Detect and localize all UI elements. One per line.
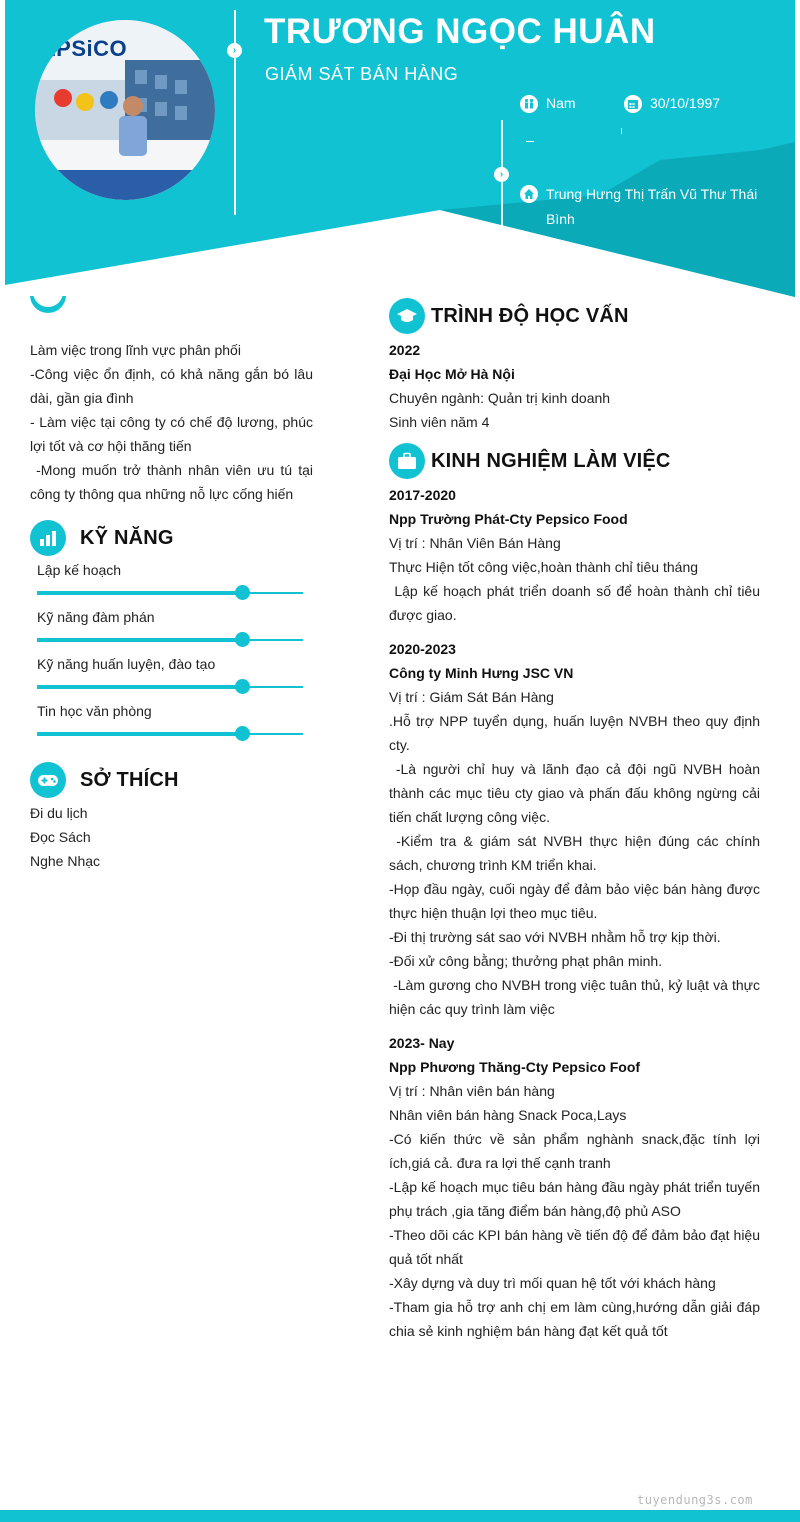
job-period: 2023- Nay (389, 1035, 455, 1051)
dob-info (624, 95, 720, 113)
gender-value: Nam (546, 95, 576, 111)
education-year: 2022 (389, 342, 421, 358)
job-line: -Xây dựng và duy trì mối quan hệ tốt với khách hàng (389, 1275, 716, 1291)
objective-icon-partial (30, 296, 66, 332)
chevron-right-icon: › (494, 167, 509, 182)
education-header (389, 298, 629, 334)
home-icon (520, 185, 538, 203)
skills-title: KỸ NĂNG (80, 526, 174, 549)
candidate-position: GIÁM SÁT BÁN HÀNG (265, 64, 459, 84)
objective-line: Làm việc trong lĩnh vực phân phối (30, 342, 241, 358)
job-line: -Kiểm tra & giám sát NVBH thực hiện đúng các chính sách, chương trình KM triển khai. (389, 833, 764, 873)
job-company: Npp Trường Phát-Cty Pepsico Food (389, 511, 628, 527)
skill-track (37, 592, 303, 594)
job-period: 2017-2020 (389, 487, 456, 503)
skill-label: Lập kế hoạch (37, 562, 122, 578)
hobbies-title: SỞ THÍCH (80, 768, 179, 791)
skill-fill (37, 591, 242, 595)
objective-line: - Làm việc tại công ty có chế độ lương, phúc lợi tốt và cơ hội thăng tiến (30, 414, 313, 454)
hobby-item: Đọc Sách (30, 829, 91, 845)
job-line: Vị trí : Giám Sát Bán Hàng (389, 689, 554, 705)
skill-level-knob (235, 632, 250, 647)
chevron-right-icon: › (227, 43, 242, 58)
gender-info (520, 95, 576, 113)
avatar (35, 20, 215, 200)
job-line: -Theo dõi các KPI bán hàng về tiến độ để đảm bảo đạt hiệu quả tốt nhất (389, 1227, 760, 1267)
skill-level-knob (235, 726, 250, 741)
divider (621, 128, 622, 134)
skill-track (37, 686, 303, 688)
job-line: Vị trí : Nhân viên bán hàng (389, 1083, 555, 1099)
education-body (389, 338, 760, 434)
job-line: -Đối xử công bằng; thưởng phạt phân minh. (389, 953, 663, 969)
job-line: -Làm gương cho NVBH trong việc tuân thủ, kỷ luật và thực hiện các quy trình làm việc (389, 977, 764, 1017)
candidate-name: TRƯƠNG NGỌC HUÂN (264, 12, 656, 51)
skill-fill (37, 685, 242, 689)
job-line: -Có kiến thức về sản phẩm nghành snack,đặc tính lợi ích,giá cả. đưa ra lợi thế cạnh tranh (389, 1131, 760, 1171)
objective-text (30, 338, 317, 506)
hobby-item: Đi du lịch (30, 805, 88, 821)
objective-line: -Công việc ổn định, có khả năng gắn bó lâu dài, gần gia đình (30, 366, 313, 406)
watermark: tuyendung3s.com (637, 1493, 753, 1507)
footer-bar (0, 1510, 800, 1522)
skill-item (37, 562, 303, 578)
experience-title: KINH NGHIỆM LÀM VIỆC (431, 449, 671, 472)
job-line: Thực Hiện tốt công việc,hoàn thành chỉ tiêu tháng (389, 559, 699, 575)
skill-level-knob (235, 679, 250, 694)
job-line: -Họp đầu ngày, cuối ngày để đảm bảo việc bán hàng được thực hiện thuận lợi theo mục tiêu. (389, 881, 760, 921)
address-info (520, 182, 770, 232)
photo-sign: EPSiCO (41, 36, 128, 61)
job-entry (389, 637, 764, 1021)
gender-icon (520, 95, 538, 113)
bar-chart-icon (30, 520, 66, 556)
skill-level-knob (235, 585, 250, 600)
education-status: Sinh viên năm 4 (389, 414, 490, 430)
skill-item (37, 609, 303, 625)
skill-item (37, 656, 303, 672)
job-line: Nhân viên bán hàng Snack Poca,Lays (389, 1107, 627, 1123)
skill-label: Tin học văn phòng (37, 703, 152, 719)
job-line: -Đi thị trường sát sao với NVBH nhằm hỗ trợ kịp thời. (389, 929, 721, 945)
education-school: Đại Học Mở Hà Nội (389, 366, 515, 382)
job-company: Công ty Minh Hưng JSC VN (389, 665, 574, 681)
job-line: -Lập kế hoạch mục tiêu bán hàng đầu ngày phát triển tuyến phụ trách ,gia tăng điểm bán hàng,độ phủ ASO (389, 1179, 760, 1219)
skill-track (37, 639, 303, 641)
timeline-line (234, 10, 236, 215)
address-value: Trung Hưng Thị Trấn Vũ Thư Thái Bình (546, 186, 758, 227)
job-line: Lập kế hoạch phát triển doanh số để hoàn thành chỉ tiêu được giao. (389, 583, 764, 623)
job-line: .Hỗ trợ NPP tuyển dụng, huấn luyện NVBH theo quy định cty. (389, 713, 760, 753)
education-title: TRÌNH ĐỘ HỌC VẤN (431, 304, 629, 327)
job-entry (389, 1031, 760, 1343)
calendar-icon (624, 95, 642, 113)
gamepad-icon (30, 762, 66, 798)
job-line: -Tham gia hỗ trợ anh chị em làm cùng,hướng dẫn giải đáp chia sẻ kinh nghiệm bán hàng đạt kết quả tốt (389, 1299, 760, 1339)
graduation-cap-icon (389, 298, 425, 334)
skill-label: Kỹ năng huấn luyện, đào tạo (37, 656, 216, 672)
skill-label: Kỹ năng đàm phán (37, 609, 155, 625)
skill-fill (37, 732, 242, 736)
skill-track (37, 733, 303, 735)
hobbies-list (30, 801, 100, 873)
header (0, 0, 800, 300)
experience-header (389, 443, 671, 479)
briefcase-icon (389, 443, 425, 479)
job-period: 2020-2023 (389, 641, 456, 657)
hobbies-header (30, 762, 179, 798)
job-line: Vị trí : Nhân Viên Bán Hàng (389, 535, 561, 551)
job-company: Npp Phương Thăng-Cty Pepsico Foof (389, 1059, 641, 1075)
skills-header (30, 520, 174, 556)
job-line: -Là người chỉ huy và lãnh đạo cả đội ngũ NVBH hoàn thành các mục tiêu cty giao và phấn đấu không ngừng cải tiến chất lượng công việc. (389, 761, 764, 825)
skill-fill (37, 638, 242, 642)
hobby-item: Nghe Nhạc (30, 853, 101, 869)
dob-value: 30/10/1997 (650, 95, 721, 111)
skill-item (37, 703, 303, 719)
education-major: Chuyên ngành: Quản trị kinh doanh (389, 390, 611, 406)
divider (526, 141, 534, 142)
job-entry (389, 483, 764, 627)
objective-line: -Mong muốn trở thành nhân viên ưu tú tại công ty thông qua những nỗ lực cống hiến (30, 462, 317, 502)
